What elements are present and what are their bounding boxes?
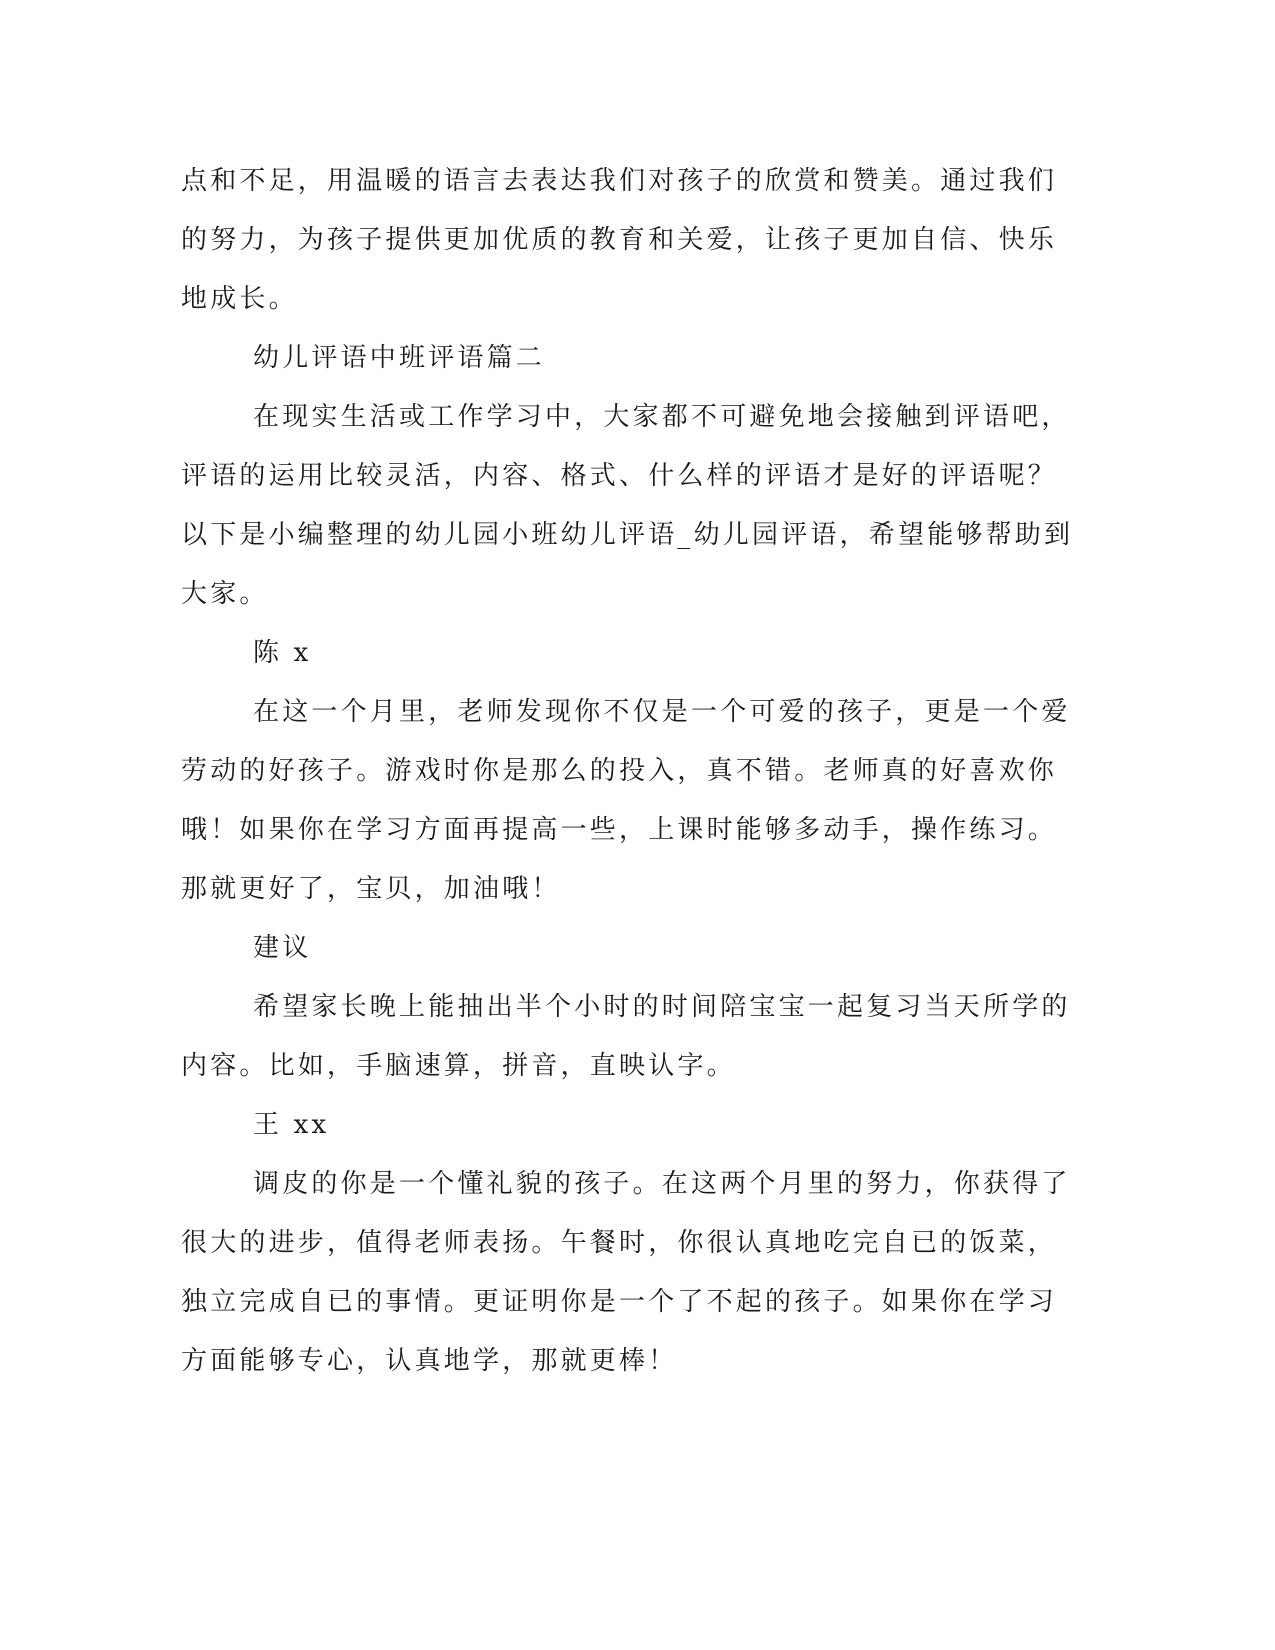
- paragraph-line: 在现实生活或工作学习中，大家都不可避免地会接触到评语吧，: [253, 402, 1071, 432]
- student-name: 陈 x: [253, 638, 312, 668]
- section-heading: 幼儿评语中班评语篇二: [253, 343, 546, 373]
- paragraph-line: 那就更好了，宝贝，加油哦！: [181, 874, 561, 904]
- paragraph-line: 独立完成自已的事情。更证明你是一个了不起的孩子。如果你在学习: [181, 1287, 1058, 1317]
- paragraph-line: 劳动的好孩子。游戏时你是那么的投入，真不错。老师真的好喜欢你: [181, 756, 1058, 786]
- subheading-suggestion: 建议: [253, 933, 312, 963]
- paragraph-line: 调皮的你是一个懂礼貌的孩子。在这两个月里的努力，你获得了: [253, 1169, 1071, 1199]
- student-name: 王 xx: [253, 1110, 330, 1140]
- paragraph-line: 哦！如果你在学习方面再提高一些，上课时能够多动手，操作练习。: [181, 815, 1058, 845]
- paragraph-line: 以下是小编整理的幼儿园小班幼儿评语_幼儿园评语，希望能够帮助到: [181, 520, 1074, 550]
- paragraph-line: 大家。: [181, 579, 269, 609]
- paragraph-line: 很大的进步，值得老师表扬。午餐时，你很认真地吃完自已的饭菜，: [181, 1228, 1058, 1258]
- paragraph-line: 希望家长晚上能抽出半个小时的时间陪宝宝一起复习当天所学的: [253, 992, 1071, 1022]
- paragraph-line: 地成长。: [181, 284, 298, 314]
- paragraph-line: 的努力，为孩子提供更加优质的教育和关爱，让孩子更加自信、快乐: [181, 225, 1058, 255]
- paragraph-line: 内容。比如，手脑速算，拼音，直映认字。: [181, 1051, 736, 1081]
- paragraph-line: 评语的运用比较灵活，内容、格式、什么样的评语才是好的评语呢？: [181, 461, 1058, 491]
- paragraph-line: 在这一个月里，老师发现你不仅是一个可爱的孩子，更是一个爱: [253, 697, 1071, 727]
- paragraph-line: 点和不足，用温暖的语言去表达我们对孩子的欣赏和赞美。通过我们: [181, 166, 1058, 196]
- paragraph-line: 方面能够专心，认真地学，那就更棒！: [181, 1346, 678, 1376]
